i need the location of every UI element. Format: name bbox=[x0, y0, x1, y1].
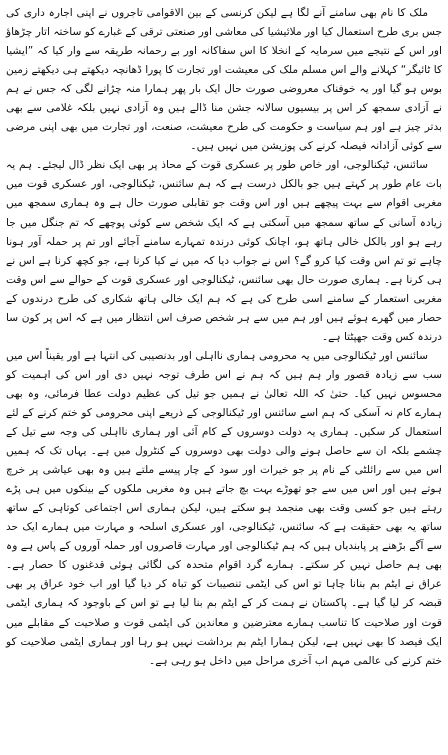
article-paragraph: سائنس، ٹیکنالوجی، اور خاص طور پر عسکری قوت کے محاذ پر بھی ایک نظر ڈال لیجئے۔ ہم یہ بات عام طور پر کہتے ہیں جو بالکل درست ہے کہ ہم سائنس، ٹیکنالوجی، اور عسکری قوت میں مغربی اقوام سے بہت پیچھے ہیں اور اس وقت جو تقابلی صورت حال ہے وہ ہماری سمجھ میں زیادہ آسانی کے ساتھ سمجھ میں آسکتی ہے کہ ایک شخص سے کوئی پوچھے کہ تم جنگل میں جا رہے ہو اور بالکل خالی ہاتھ ہو، اچانک کوئی درندہ تمہارے سامنے آجائے اور تم پر حملہ آور ہونا چاہے تو تم اس وقت کیا کرو گے؟ اس نے جواب دیا کہ میں نے کیا کرنا ہے، جو کچھ کرنا ہے اس نے ہی کرنا ہے۔ ہماری صورت حال بھی سائنس، ٹیکنالوجی اور عسکری قوت کے حوالے سے اس وقت مغربی استعمار کے سامنے اسی طرح کی ہے کہ ہم ایک خالی ہاتھ شکاری کی طرح درندوں کے حصار میں گھرے ہوئے ہیں اور ہم میں سے ہر شخص صرف اس انتظار میں ہے کہ اس پر کون سا درندہ کس وقت جھپٹتا ہے۔ bbox=[6, 159, 442, 343]
article-paragraph: ملک کا نام بھی سامنے آنے لگا ہے لیکن کرنسی کے بین الاقوامی تاجروں نے اپنی اجارہ داری کی جس بری طرح استعمال کیا اور ملائیشیا کی معاشی اور صنعتی ترقی کے غبارے کو ساختہ اتار چڑھاؤ اور اس کے نتیجے میں سرمایہ کے انخلا کا اس سفاکانہ اور بے رحمانہ طریقہ سے وار کیا کہ ”ایشیا کا ٹائیگر“ کہلانے والے اس مسلم ملک کی معیشت اور تجارت کا پورا ڈھانچہ دیکھتے ہی دیکھتے زمین بوس ہو گیا اور یہ خوفناک معروضی صورت حال ایک بار پھر ہمارا منہ چڑانے لگی کہ جس نے ہم نے آزادی سمجھ کر اس پر بیسیوں سالانہ جشن منا ڈالے ہیں وہ آزادی نہیں بلکہ غلامی سے بھی بدتر چیز ہے اور ہم سیاست و حکومت کی طرح معیشت، صنعت، اور تجارت میں بھی اپنی مرضی سے کوئی آزادانہ فیصلہ کرنے کی پوزیشن میں نہیں ہیں۔ bbox=[6, 7, 442, 153]
article-paragraph: سائنس اور ٹیکنالوجی میں یہ محرومی ہماری نااہلی اور بدنصیبی کی انتہا ہے اور یقیناً اس میں سب سے زیادہ قصور وار ہم ہیں کہ ہم نے اس طرف توجہ نہیں دی اور اس کی اہمیت کو محسوس نہیں کیا۔ حتیٰ کہ اللہ تعالیٰ نے ہمیں جو تیل کی عظیم دولت عطا فرمائی، وہ بھی ہمارے کام نہ آسکی کہ ہم اسے سائنس اور ٹیکنالوجی کے ذریعے اپنی محرومی کو ختم کرنے کے لئے استعمال کر سکیں۔ ہماری یہ دولت دوسروں کے کام آئی اور ہماری نااہلی کی وجہ سے تیل کے چشمے بلکہ ان سے حاصل ہونے والی دولت بھی دوسروں کے کنٹرول میں ہے۔ یہاں تک کہ ہمیں اس میں سے رائلٹی کے نام پر جو خیرات اور سود کے چار پیسے ملتے ہیں وہ بھی عیاشی پر خرچ ہوتے ہیں اور اس میں سے جو تھوڑے بہت بچ جاتے ہیں وہ مغربی ملکوں کے بینکوں میں ہی پڑے رہتے ہیں جو کسی وقت بھی منجمد ہو سکتے ہیں، لیکن ہماری اس اجتماعی کوتاہی کے ساتھ ساتھ یہ بھی حقیقت ہے کہ سائنس، ٹیکنالوجی، اور عسکری اسلحہ و مہارت میں ہمارے ایک حد سے آگے بڑھنے پر پابندیاں ہیں کہ ہم ٹیکنالوجی اور مہارت قاصروں اور حملہ آوروں کے پاس ہے وہ بھی ہم حاصل نہیں کر سکتے۔ ہمارے گرد اقوام متحدہ کی لگائی ہوئی قدغنوں کا حصار ہے۔ عراق نے ایٹم بم بنانا چاہا تو اس کی ایٹمی تنصیبات کو تباہ کر دیا گیا اور اب خود عراق پر بھی قبضہ کر لیا گیا ہے۔ پاکستان نے ہمت کر کے ایٹم بم بنا لیا ہے تو اس کے باوجود کہ ہماری ایٹمی قوت اور صلاحیت کا تناسب ہمارے معترضین و معاندین کی ایٹمی قوت و صلاحیت کے مقابلے میں ایک فیصد کا بھی نہیں ہے، لیکن ہمارا ایٹم بم برداشت نہیں ہو رہا اور ہماری ایٹمی صلاحیت کو ختم کرنے کی عالمی مہم اب آخری مراحل میں داخل ہو رہی ہے۔ bbox=[6, 349, 442, 667]
